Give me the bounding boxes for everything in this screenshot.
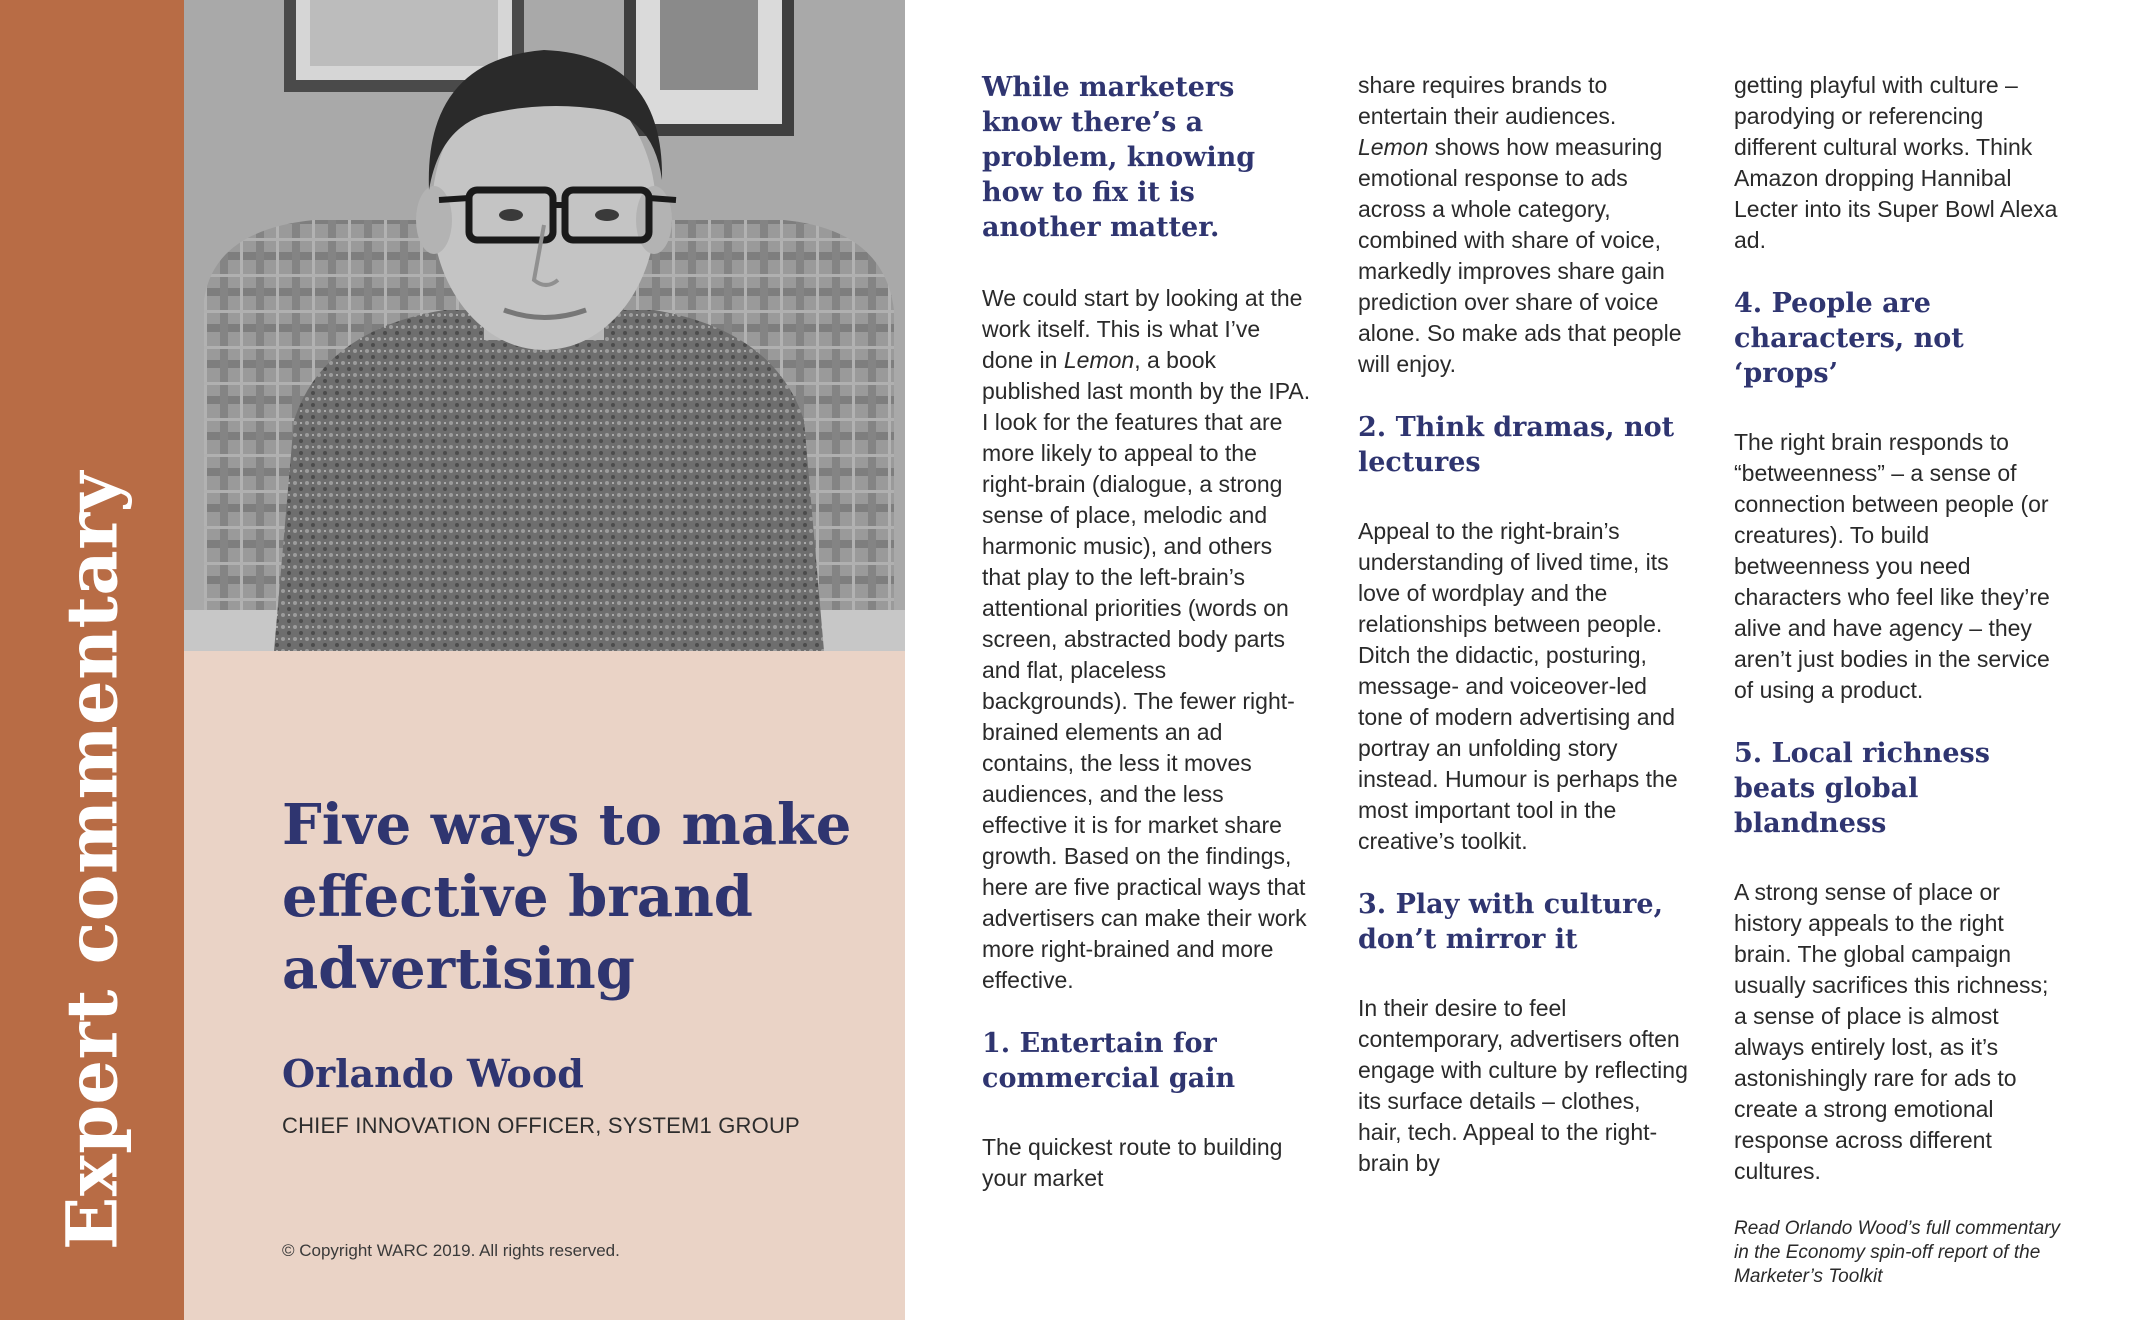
body-paragraph: The quickest route to building your market bbox=[982, 1134, 1283, 1191]
article-column-3 bbox=[1734, 70, 2064, 1289]
section-heading-3: 3. Play with culture, don’t mirror it bbox=[1358, 889, 1663, 955]
copyright-notice: © Copyright WARC 2019. All rights reserved. bbox=[282, 1241, 620, 1260]
sidebar bbox=[0, 0, 184, 1320]
author-role: CHIEF INNOVATION OFFICER, SYSTEM1 GROUP bbox=[282, 1113, 800, 1138]
article-title: Five ways to make effective brand advertising bbox=[282, 792, 852, 1002]
article-column-1 bbox=[982, 70, 1312, 1224]
body-paragraph: In their desire to feel contemporary, advertisers often engage with culture by reflecting its surface details – clothes, hair, tech. Appeal to the right-brain by bbox=[1358, 995, 1688, 1176]
body-paragraph: getting playful with culture – parodying or referencing different cultural works. Think Amazon dropping Hannibal Lecter into its Super Bowl Alexa ad. bbox=[1734, 72, 2058, 253]
section-heading-4: 4. People are characters, not ‘props’ bbox=[1734, 288, 1964, 389]
section-heading-2: 2. Think dramas, not lectures bbox=[1358, 412, 1675, 478]
body-paragraph: A strong sense of place or history appeals to the right brain. The global campaign usually sacrifices this richness; a sense of place is almost always entirely lost, as it’s astonishingly rare for ads to create a strong emotional response across different cultures. bbox=[1734, 879, 2049, 1184]
lead-paragraph: While marketers know there’s a problem, knowing how to fix it is another matter. bbox=[982, 72, 1256, 243]
body-paragraph: Appeal to the right-brain’s understanding of lived time, its love of wordplay and the relationships between people. Ditch the didactic, posturing, message- and voiceover-led tone of modern advertising and portray an unfolding story instead. Humour is perhaps the most important tool in the creative’s toolkit. bbox=[1358, 518, 1678, 854]
body-paragraph: The right brain responds to “betweenness” – a sense of connection between people (or creatures). To build betweenness you need characters who feel like they’re alive and have agency – they aren’t just bodies in the service of using a product. bbox=[1734, 429, 2050, 703]
body-paragraph: We could start by looking at the work itself. This is what I’ve done in Lemon, a book published last month by the IPA. I look for the features that are more likely to appeal to the right-brain (dialogue, a strong sense of place, melodic and harmonic music), and others that play to the left-brain’s attentional priorities (words on screen, abstracted body parts and flat, placeless backgrounds). The fewer right-brained elements an ad contains, the less it moves audiences, and the less effective it is for market share growth. Based on the findings, here are five practical ways that advertisers can make their work more right-brained and more effective. bbox=[982, 285, 1311, 993]
title-panel bbox=[184, 651, 905, 1320]
read-more-note: Read Orlando Wood’s full commentary in the Economy spin-off report of the Marketer’s Toolkit bbox=[1734, 1218, 2060, 1287]
author-name: Orlando Wood bbox=[282, 1051, 584, 1096]
book-title: Lemon bbox=[1063, 347, 1135, 373]
section-heading-1: 1. Entertain for commercial gain bbox=[982, 1028, 1236, 1094]
section-label: Expert commentary bbox=[50, 471, 134, 1250]
book-title: Lemon bbox=[1358, 134, 1429, 160]
body-paragraph: share requires brands to entertain their audiences. Lemon shows how measuring emotional response to ads across a whole category, combined with share of voice, markedly improves share gain prediction over share of voice alone. So make ads that people will enjoy. bbox=[1358, 72, 1682, 377]
author-photo bbox=[184, 0, 905, 651]
article-column-2 bbox=[1358, 70, 1688, 1209]
section-heading-5: 5. Local richness beats global blandness bbox=[1734, 738, 1990, 839]
